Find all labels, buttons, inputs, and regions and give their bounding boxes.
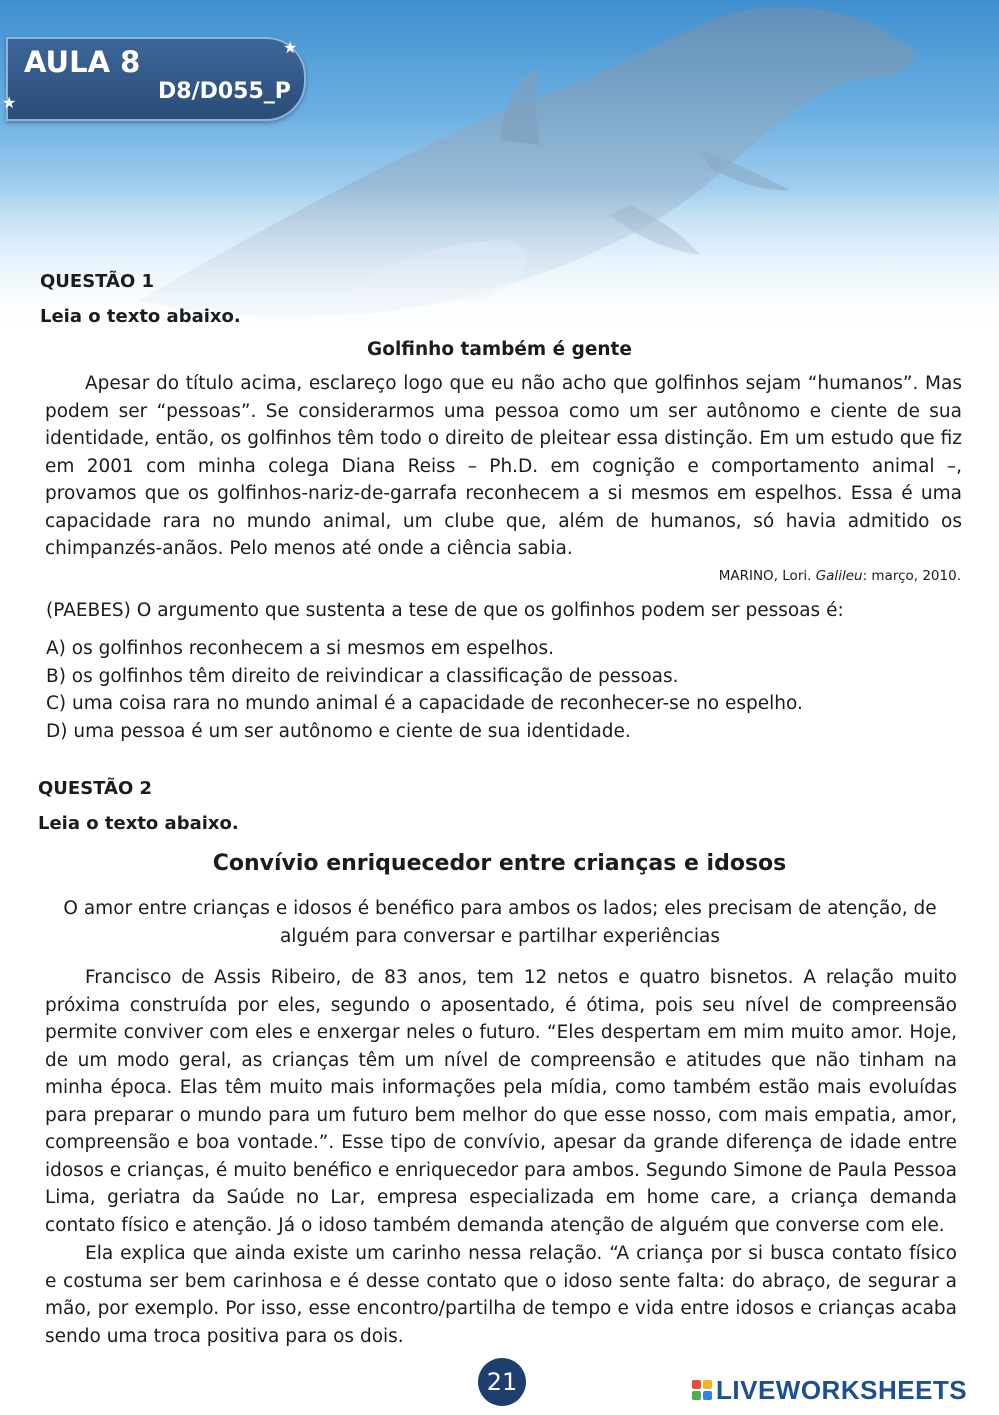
option-c[interactable]: C) uma coisa rara no mundo animal é a capacidade de reconhecer-se no espelho. [46, 693, 803, 714]
lesson-label: AULA 8 [24, 45, 141, 79]
brand-name: LIVEWORKSHEETS [716, 1374, 968, 1405]
star-icon: ★ [2, 93, 17, 112]
source-date: : março, 2010. [862, 568, 961, 584]
text-2-subtitle: O amor entre crianças e idosos é benéfico para ambos os lados; eles precisam de atenção, de alguém para conversar e partilhar experiências [63, 898, 937, 947]
text-1-source [719, 568, 961, 584]
question-2-lead: Leia o texto abaixo. [38, 813, 239, 834]
question-1-lead: Leia o texto abaixo. [40, 306, 241, 327]
source-author: MARINO, Lori. [718, 568, 816, 584]
source-publication: Galileu [815, 568, 863, 584]
star-icon: ★ [283, 38, 298, 57]
text-1-body: Apesar do título acima, esclareço logo que eu não acho que golfinhos sejam “humanos”. Mas podem ser “pessoas”. Se considerarmos uma pessoa como um ser autônomo e ciente de sua identidade, então, os golfinhos têm todo o direito de pleitear essa distinção. Em um estudo que fiz em 2001 com minha colega Diana Reiss – Ph.D. em cognição e comportamento animal –, provamos que os golfinhos-nariz-de-garrafa reconhecem a si mesmos em espelhos. Essa é uma capacidade rara no mundo animal, um clube que, além de humanos, só havia admitido os chimpanzés-anãos. Pelo menos até onde a ciência sabia. [45, 373, 962, 559]
lesson-badge [6, 37, 306, 121]
descriptor-code: D8/D055_P [158, 79, 291, 104]
question-2-title: QUESTÃO 2 [38, 778, 153, 799]
option-b[interactable]: B) os golfinhos têm direito de reivindicar a classificação de pessoas. [46, 666, 679, 687]
option-a[interactable]: A) os golfinhos reconhecem a si mesmos em espelhos. [46, 638, 555, 659]
text-1-title: Golfinho também é gente [367, 339, 632, 360]
text-2-paragraph-2: Ela explica que ainda existe um carinho nessa relação. “A criança por si busca contato físico e costuma ser bem carinhosa e é desse contato que o idoso sente falta: do abraço, de segurar a mão, por exemplo. Por isso, esse encontro/partilha de tempo e vida entre idosos e crianças acaba sendo uma troca positiva para os dois. [45, 1243, 957, 1347]
question-1-title: QUESTÃO 1 [40, 271, 155, 292]
liveworksheets-logo [692, 1375, 967, 1405]
text-2-title: Convívio enriquecedor entre crianças e idosos [212, 851, 787, 876]
text-2-paragraph-1: Francisco de Assis Ribeiro, de 83 anos, tem 12 netos e quatro bisnetos. A relação muito próxima construída por eles, segundo o aposentado, é ótima, pois seu nível de compreensão permite conviver com eles e enxergar neles o futuro. “Eles despertam em mim muito amor. Hoje, de um modo geral, as crianças têm um nível de compreensão e atitudes que não tinham na minha época. Elas têm muito mais informações pela mídia, como também estão mais evoluídas para preparar o mundo para um futuro bem melhor do que esse nosso, com mais empatia, amor, compreensão e boa vontade.”. Esse tipo de convívio, apesar da grande diferença de idade entre idosos e crianças, é muito benéfico e enriquecedor para ambos. Segundo Simone de Paula Pessoa Lima, geriatra da Saúde no Lar, empresa especializada em home care, a criança demanda contato físico e atenção. Já o idoso também demanda atenção de alguém que converse com ele. [45, 967, 957, 1236]
question-1-prompt: (PAEBES) O argumento que sustenta a tese de que os golfinhos podem ser pessoas é: [46, 600, 844, 621]
option-d[interactable]: D) uma pessoa é um ser autônomo e ciente de sua identidade. [46, 721, 631, 742]
page-number: 21 [478, 1358, 526, 1406]
logo-grid-icon [692, 1380, 712, 1400]
